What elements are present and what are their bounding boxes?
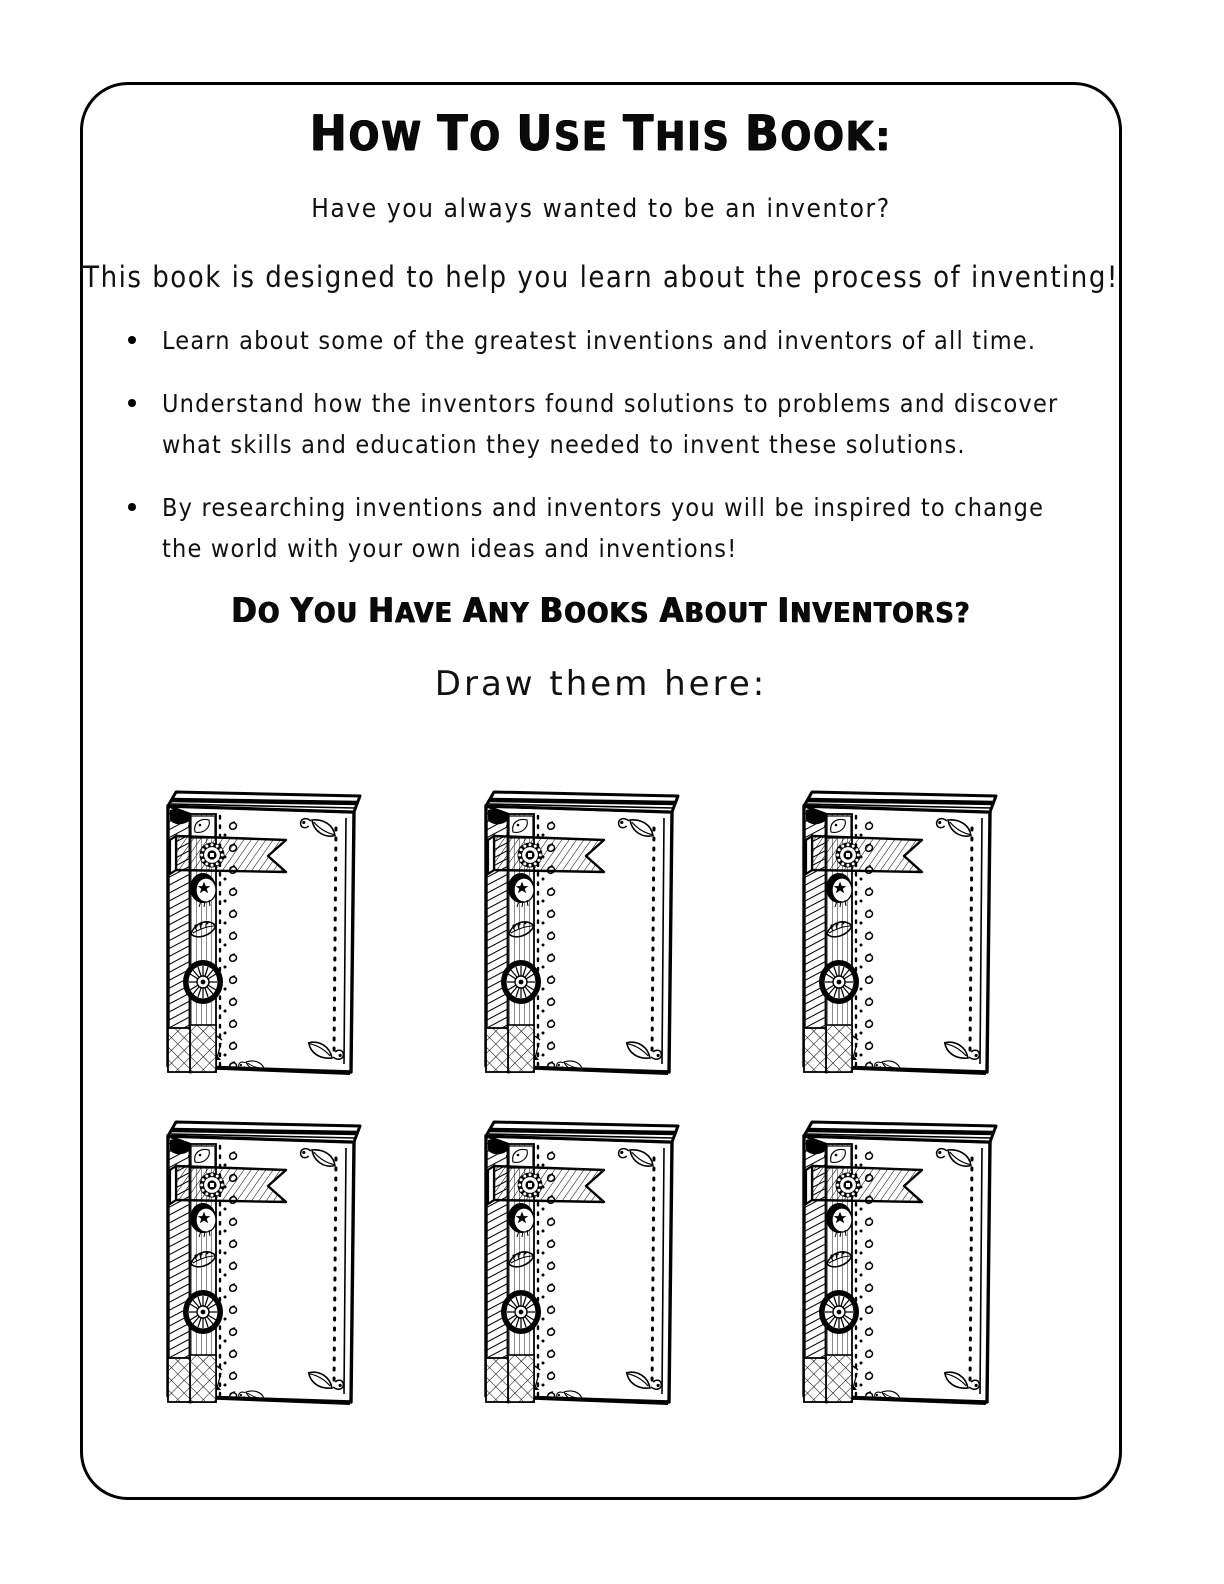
page-title: HOW TO USE THIS BOOK: bbox=[309, 105, 893, 162]
list-item-text: By researching inventions and inventors you will be inspired to change the world with your own ideas and inventions! bbox=[162, 493, 1045, 563]
book-drawing-grid bbox=[136, 770, 1076, 1430]
list-item bbox=[120, 320, 1085, 361]
intro-line-1: Have you always wanted to be an inventor? bbox=[311, 194, 891, 224]
book-illustration bbox=[772, 1100, 1024, 1412]
book-slot-4[interactable] bbox=[136, 1100, 388, 1412]
book-illustration bbox=[136, 770, 388, 1082]
list-item-text: Understand how the inventors found solutions to problems and discover what skills and education they needed to invent these solutions. bbox=[162, 389, 1059, 459]
draw-prompt: Draw them here: bbox=[434, 664, 768, 704]
book-slot-6[interactable] bbox=[772, 1100, 1024, 1412]
intro-line-2: This book is designed to help you learn about the process of inventing! bbox=[83, 260, 1119, 294]
bullet-dot-icon bbox=[128, 503, 136, 511]
page-content bbox=[80, 82, 1122, 1500]
book-illustration bbox=[136, 1100, 388, 1412]
book-illustration bbox=[454, 770, 706, 1082]
bullet-dot-icon bbox=[128, 336, 136, 344]
list-item-text: Learn about some of the greatest inventions and inventors of all time. bbox=[162, 326, 1037, 355]
list-item bbox=[120, 487, 1085, 569]
bullet-list bbox=[120, 320, 1085, 591]
book-slot-1[interactable] bbox=[136, 770, 388, 1082]
bullet-dot-icon bbox=[128, 399, 136, 407]
book-slot-2[interactable] bbox=[454, 770, 706, 1082]
book-slot-5[interactable] bbox=[454, 1100, 706, 1412]
book-row-top bbox=[136, 770, 1076, 1082]
book-slot-3[interactable] bbox=[772, 770, 1024, 1082]
book-row-bottom bbox=[136, 1100, 1076, 1412]
sub-heading: DO YOU HAVE ANY BOOKS ABOUT INVENTORS? bbox=[231, 591, 971, 631]
list-item bbox=[120, 383, 1085, 465]
book-illustration bbox=[454, 1100, 706, 1412]
book-illustration bbox=[772, 770, 1024, 1082]
